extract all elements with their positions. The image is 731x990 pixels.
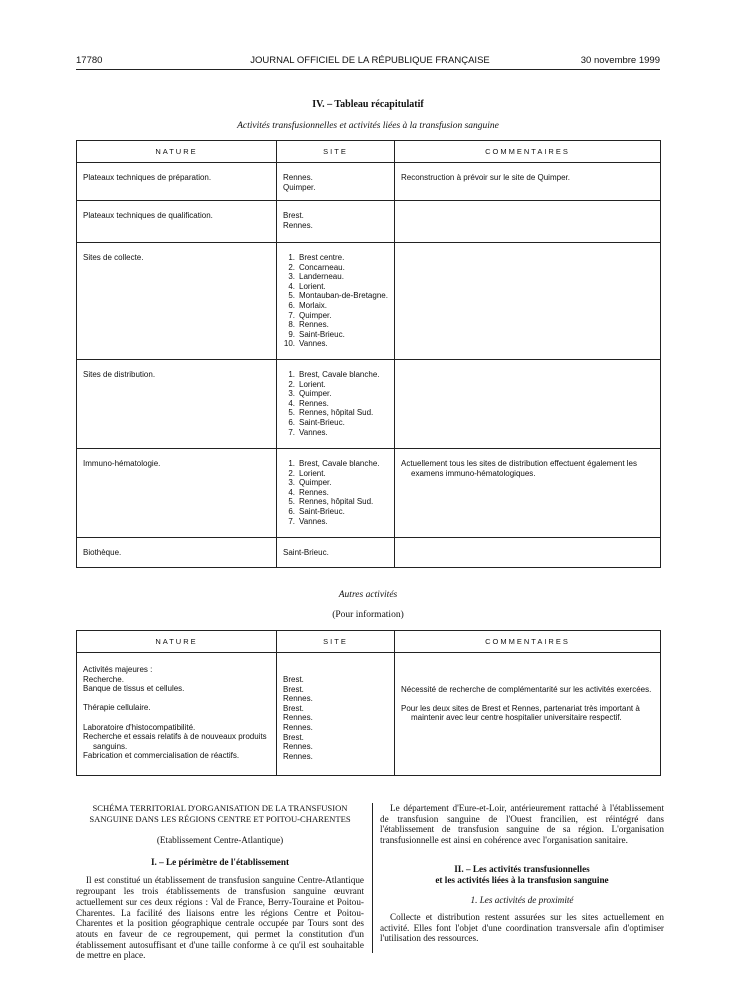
site-number: 7. bbox=[288, 310, 295, 320]
site-list bbox=[277, 653, 394, 761]
section-iv-title: IV. – Tableau récapitulatif bbox=[312, 99, 424, 110]
nature-text: Biothèque. bbox=[83, 548, 122, 557]
site-item bbox=[283, 459, 388, 469]
right-paragraph: Le département d'Eure-et-Loir, antérieurement rattaché à l'établissement de transfusion sanguine de l'Ouest francilien, est réintégré dans l'établissement de transfusion sanguine de sa région. L'organisation transfusionnelle est ainsi en cohérence avec l'organisation sanitaire. bbox=[380, 803, 664, 846]
site-name: Lorient. bbox=[299, 468, 326, 478]
col-header-commentaires: COMMENTAIRES bbox=[395, 141, 661, 163]
site-number: 9. bbox=[288, 329, 295, 339]
left-column bbox=[76, 803, 364, 961]
site-item: Brest. bbox=[283, 703, 304, 713]
site-item: Rennes. bbox=[283, 713, 313, 723]
site-name: Lorient. bbox=[299, 281, 326, 291]
site-name: Vannes. bbox=[299, 427, 328, 437]
site-item bbox=[283, 330, 388, 340]
site-number: 4. bbox=[288, 398, 295, 408]
column-divider bbox=[372, 803, 373, 953]
right-section-title-line2: et les activités liées à la transfusion sanguine bbox=[435, 874, 609, 885]
table-row bbox=[77, 538, 661, 568]
site-item bbox=[283, 488, 388, 498]
site-name: Rennes. bbox=[299, 487, 329, 497]
comment-text: Reconstruction à prévoir sur le site de Quimper. bbox=[401, 173, 570, 182]
comment-cell bbox=[395, 360, 661, 449]
site-number: 10. bbox=[283, 339, 295, 349]
comment-text: Nécessité de recherche de complémentarité sur les activités exercées. bbox=[401, 685, 652, 694]
site-list bbox=[283, 459, 388, 526]
site-name: Rennes. bbox=[283, 173, 313, 182]
site-number: 2. bbox=[288, 262, 295, 272]
site-name: Quimper. bbox=[299, 389, 332, 399]
site-name: Concarneau. bbox=[299, 262, 345, 272]
site-number: 6. bbox=[288, 506, 295, 516]
autres-table-header bbox=[77, 631, 661, 653]
site-number: 3. bbox=[288, 389, 295, 399]
site-item bbox=[283, 469, 388, 479]
site-item bbox=[283, 408, 388, 418]
site-item bbox=[283, 253, 388, 263]
recap-table bbox=[76, 140, 661, 568]
site-number: 2. bbox=[288, 468, 295, 478]
section-iv-subtitle: Activités transfusionnelles et activités liées à la transfusion sanguine bbox=[237, 121, 499, 131]
comment-cell bbox=[395, 201, 661, 243]
table-row bbox=[77, 201, 661, 243]
site-item bbox=[283, 211, 388, 221]
site-name: Lorient. bbox=[299, 379, 326, 389]
comment-cell bbox=[395, 243, 661, 360]
site-item bbox=[283, 370, 388, 380]
table-row bbox=[77, 449, 661, 538]
site-name: Rennes. bbox=[299, 398, 329, 408]
col-header-nature: NATURE bbox=[77, 141, 277, 163]
site-item bbox=[283, 399, 388, 409]
nature-cell bbox=[77, 538, 277, 568]
site-number: 8. bbox=[288, 320, 295, 330]
comment-text bbox=[395, 360, 660, 370]
comment-cell bbox=[395, 449, 661, 538]
site-cell bbox=[277, 653, 395, 776]
site-name: Saint-Brieuc. bbox=[299, 417, 345, 427]
site-cell bbox=[277, 243, 395, 360]
site-item bbox=[283, 389, 388, 399]
site-item bbox=[283, 517, 388, 527]
site-name: Rennes, hôpital Sud. bbox=[299, 497, 374, 507]
site-name: Saint-Brieuc. bbox=[299, 329, 345, 339]
site-item bbox=[283, 320, 388, 330]
col-header-site: SITE bbox=[277, 631, 395, 653]
site-name: Rennes. bbox=[283, 220, 313, 230]
nature-cell bbox=[77, 449, 277, 538]
site-name: Landerneau. bbox=[299, 272, 344, 282]
nature-text: Immuno-hématologie. bbox=[83, 459, 161, 468]
site-number: 4. bbox=[288, 281, 295, 291]
right-column bbox=[380, 803, 664, 944]
site-number: 7. bbox=[288, 427, 295, 437]
journal-title: JOURNAL OFFICIEL DE LA RÉPUBLIQUE FRANÇAISE bbox=[250, 55, 490, 66]
nature-item: Recherche. bbox=[83, 674, 124, 684]
site-name: Quimper. bbox=[299, 478, 332, 488]
site-item bbox=[283, 272, 388, 282]
nature-text: Sites de distribution. bbox=[83, 370, 156, 379]
site-name: Quimper. bbox=[299, 310, 332, 320]
site-item: Rennes. bbox=[283, 742, 313, 752]
site-item bbox=[283, 183, 388, 193]
site-cell bbox=[277, 201, 395, 243]
site-name: Brest, Cavale blanche. bbox=[299, 459, 380, 468]
comment-cell bbox=[395, 163, 661, 201]
nature-cell bbox=[77, 243, 277, 360]
site-item bbox=[283, 301, 388, 311]
nature-cell bbox=[77, 163, 277, 201]
nature-text: Sites de collecte. bbox=[83, 253, 144, 262]
site-list bbox=[283, 253, 388, 349]
site-list bbox=[283, 548, 388, 558]
site-item bbox=[283, 221, 388, 231]
nature-item: Fabrication et commercialisation de réactifs. bbox=[83, 751, 240, 761]
site-item: Rennes. bbox=[283, 751, 313, 761]
site-number: 3. bbox=[288, 478, 295, 488]
nature-item: Thérapie cellulaire. bbox=[83, 703, 151, 713]
site-name: Brest centre. bbox=[299, 253, 345, 262]
site-item bbox=[283, 311, 388, 321]
site-name: Rennes. bbox=[299, 320, 329, 330]
site-name: Vannes. bbox=[299, 339, 328, 349]
nature-item bbox=[83, 694, 270, 704]
page-date: 30 novembre 1999 bbox=[580, 55, 660, 66]
col-header-commentaires: COMMENTAIRES bbox=[395, 631, 661, 653]
table-row bbox=[77, 360, 661, 449]
site-name: Rennes, hôpital Sud. bbox=[299, 408, 374, 418]
header-rule bbox=[76, 69, 660, 70]
page-number: 17780 bbox=[76, 55, 103, 66]
site-name: Brest. bbox=[283, 211, 304, 220]
autres-subtitle: (Pour information) bbox=[332, 610, 404, 620]
site-name: Saint-Brieuc. bbox=[283, 548, 329, 557]
site-item: Rennes. bbox=[283, 694, 313, 704]
comment-text: Pour les deux sites de Brest et Rennes, partenariat très important à maintenir avec leur centre hospitalier universitaire respectif. bbox=[401, 703, 640, 723]
site-number: 7. bbox=[288, 516, 295, 526]
site-item bbox=[283, 282, 388, 292]
right-section-title: II. – Les activités transfusionnelles bbox=[454, 863, 590, 874]
site-item: Brest. bbox=[283, 684, 304, 694]
site-item bbox=[283, 380, 388, 390]
site-item bbox=[283, 291, 388, 301]
left-section-title: I. – Le périmètre de l'établissement bbox=[150, 856, 290, 867]
right-paragraph: Collecte et distribution restent assurées sur les sites actuellement en activité. Elles font l'objet d'une coordination transversale afin d'optimiser l'utilisation des ressources. bbox=[380, 911, 664, 944]
col-header-site: SITE bbox=[277, 141, 395, 163]
nature-text: Plateaux techniques de qualification. bbox=[83, 211, 213, 220]
site-item bbox=[283, 339, 388, 349]
left-subheading: (Etablissement Centre-Atlantique) bbox=[156, 835, 284, 845]
site-name: Morlaix. bbox=[299, 300, 328, 310]
site-number: 2. bbox=[288, 379, 295, 389]
site-number: 5. bbox=[288, 291, 295, 301]
nature-list bbox=[83, 675, 270, 761]
site-item bbox=[283, 263, 388, 273]
nature-item bbox=[83, 713, 270, 723]
comment-text bbox=[395, 538, 660, 548]
site-cell bbox=[277, 360, 395, 449]
comment-text bbox=[395, 201, 660, 211]
nature-cell bbox=[77, 360, 277, 449]
right-subsection-title: 1. Les activités de proximité bbox=[470, 895, 574, 906]
site-name: Montauban-de-Bretagne. bbox=[299, 291, 388, 301]
table-row bbox=[77, 163, 661, 201]
site-number: 5. bbox=[288, 497, 295, 507]
site-item: Rennes. bbox=[283, 722, 313, 732]
table-row bbox=[77, 653, 661, 776]
site-list bbox=[283, 370, 388, 437]
activities-heading: Activités majeures : bbox=[83, 665, 153, 674]
site-item bbox=[283, 428, 388, 438]
site-item bbox=[283, 173, 388, 183]
site-item: Brest. bbox=[283, 675, 304, 684]
site-cell bbox=[277, 449, 395, 538]
site-item bbox=[283, 507, 388, 517]
left-paragraph: Il est constitué un établissement de transfusion sanguine Centre-Atlantique regroupant les trois établissements de transfusion sanguine œuvrant actuellement sur ces deux régions : Val de France, Berry-Touraine et Poitou-Charentes. La facilité des liaisons entre les régions Centre et Poitou-Charentes et la position géographique centrale occupée par Tours sont des atouts en faveur de ce regroupement, qui permet la constitution d'un établissement autosuffisant et d'une taille conforme à ce qu'il est souhaitable de mettre en place. bbox=[76, 875, 364, 961]
nature-cell bbox=[77, 653, 277, 776]
site-list bbox=[283, 211, 388, 230]
site-item bbox=[283, 478, 388, 488]
site-number: 1. bbox=[288, 253, 295, 262]
col-header-nature: NATURE bbox=[77, 631, 277, 653]
nature-item: Laboratoire d'histocompatibilité. bbox=[83, 722, 196, 732]
recap-table-header bbox=[77, 141, 661, 163]
site-number: 3. bbox=[288, 272, 295, 282]
table-row bbox=[77, 243, 661, 360]
site-name: Quimper. bbox=[283, 182, 316, 192]
site-item bbox=[283, 497, 388, 507]
site-name: Vannes. bbox=[299, 516, 328, 526]
nature-item: Recherche et essais relatifs à de nouveaux produits sanguins. bbox=[83, 732, 267, 751]
site-item: Brest. bbox=[283, 732, 304, 742]
site-item bbox=[283, 418, 388, 428]
site-number: 1. bbox=[288, 370, 295, 379]
site-number: 1. bbox=[288, 459, 295, 468]
site-list bbox=[283, 173, 388, 192]
comment-text bbox=[395, 243, 660, 253]
site-name: Saint-Brieuc. bbox=[299, 506, 345, 516]
site-cell bbox=[277, 538, 395, 568]
autres-table bbox=[76, 630, 661, 776]
comment-cell bbox=[395, 538, 661, 568]
comment-cell bbox=[395, 653, 661, 776]
comment-text: Actuellement tous les sites de distribution effectuent également les examens immuno-hématologiques. bbox=[401, 459, 637, 478]
nature-text: Plateaux techniques de préparation. bbox=[83, 173, 212, 182]
site-item bbox=[283, 548, 388, 558]
site-number: 5. bbox=[288, 408, 295, 418]
nature-cell bbox=[77, 201, 277, 243]
site-name: Brest, Cavale blanche. bbox=[299, 370, 380, 379]
nature-item: Banque de tissus et cellules. bbox=[83, 684, 185, 694]
left-heading: SCHÉMA TERRITORIAL D'ORGANISATION DE LA TRANSFUSION SANGUINE DANS LES RÉGIONS CENTRE ET POITOU-CHARENTES bbox=[89, 803, 351, 824]
site-number: 4. bbox=[288, 487, 295, 497]
site-number: 6. bbox=[288, 417, 295, 427]
autres-title: Autres activités bbox=[338, 590, 398, 600]
site-number: 6. bbox=[288, 300, 295, 310]
site-cell bbox=[277, 163, 395, 201]
